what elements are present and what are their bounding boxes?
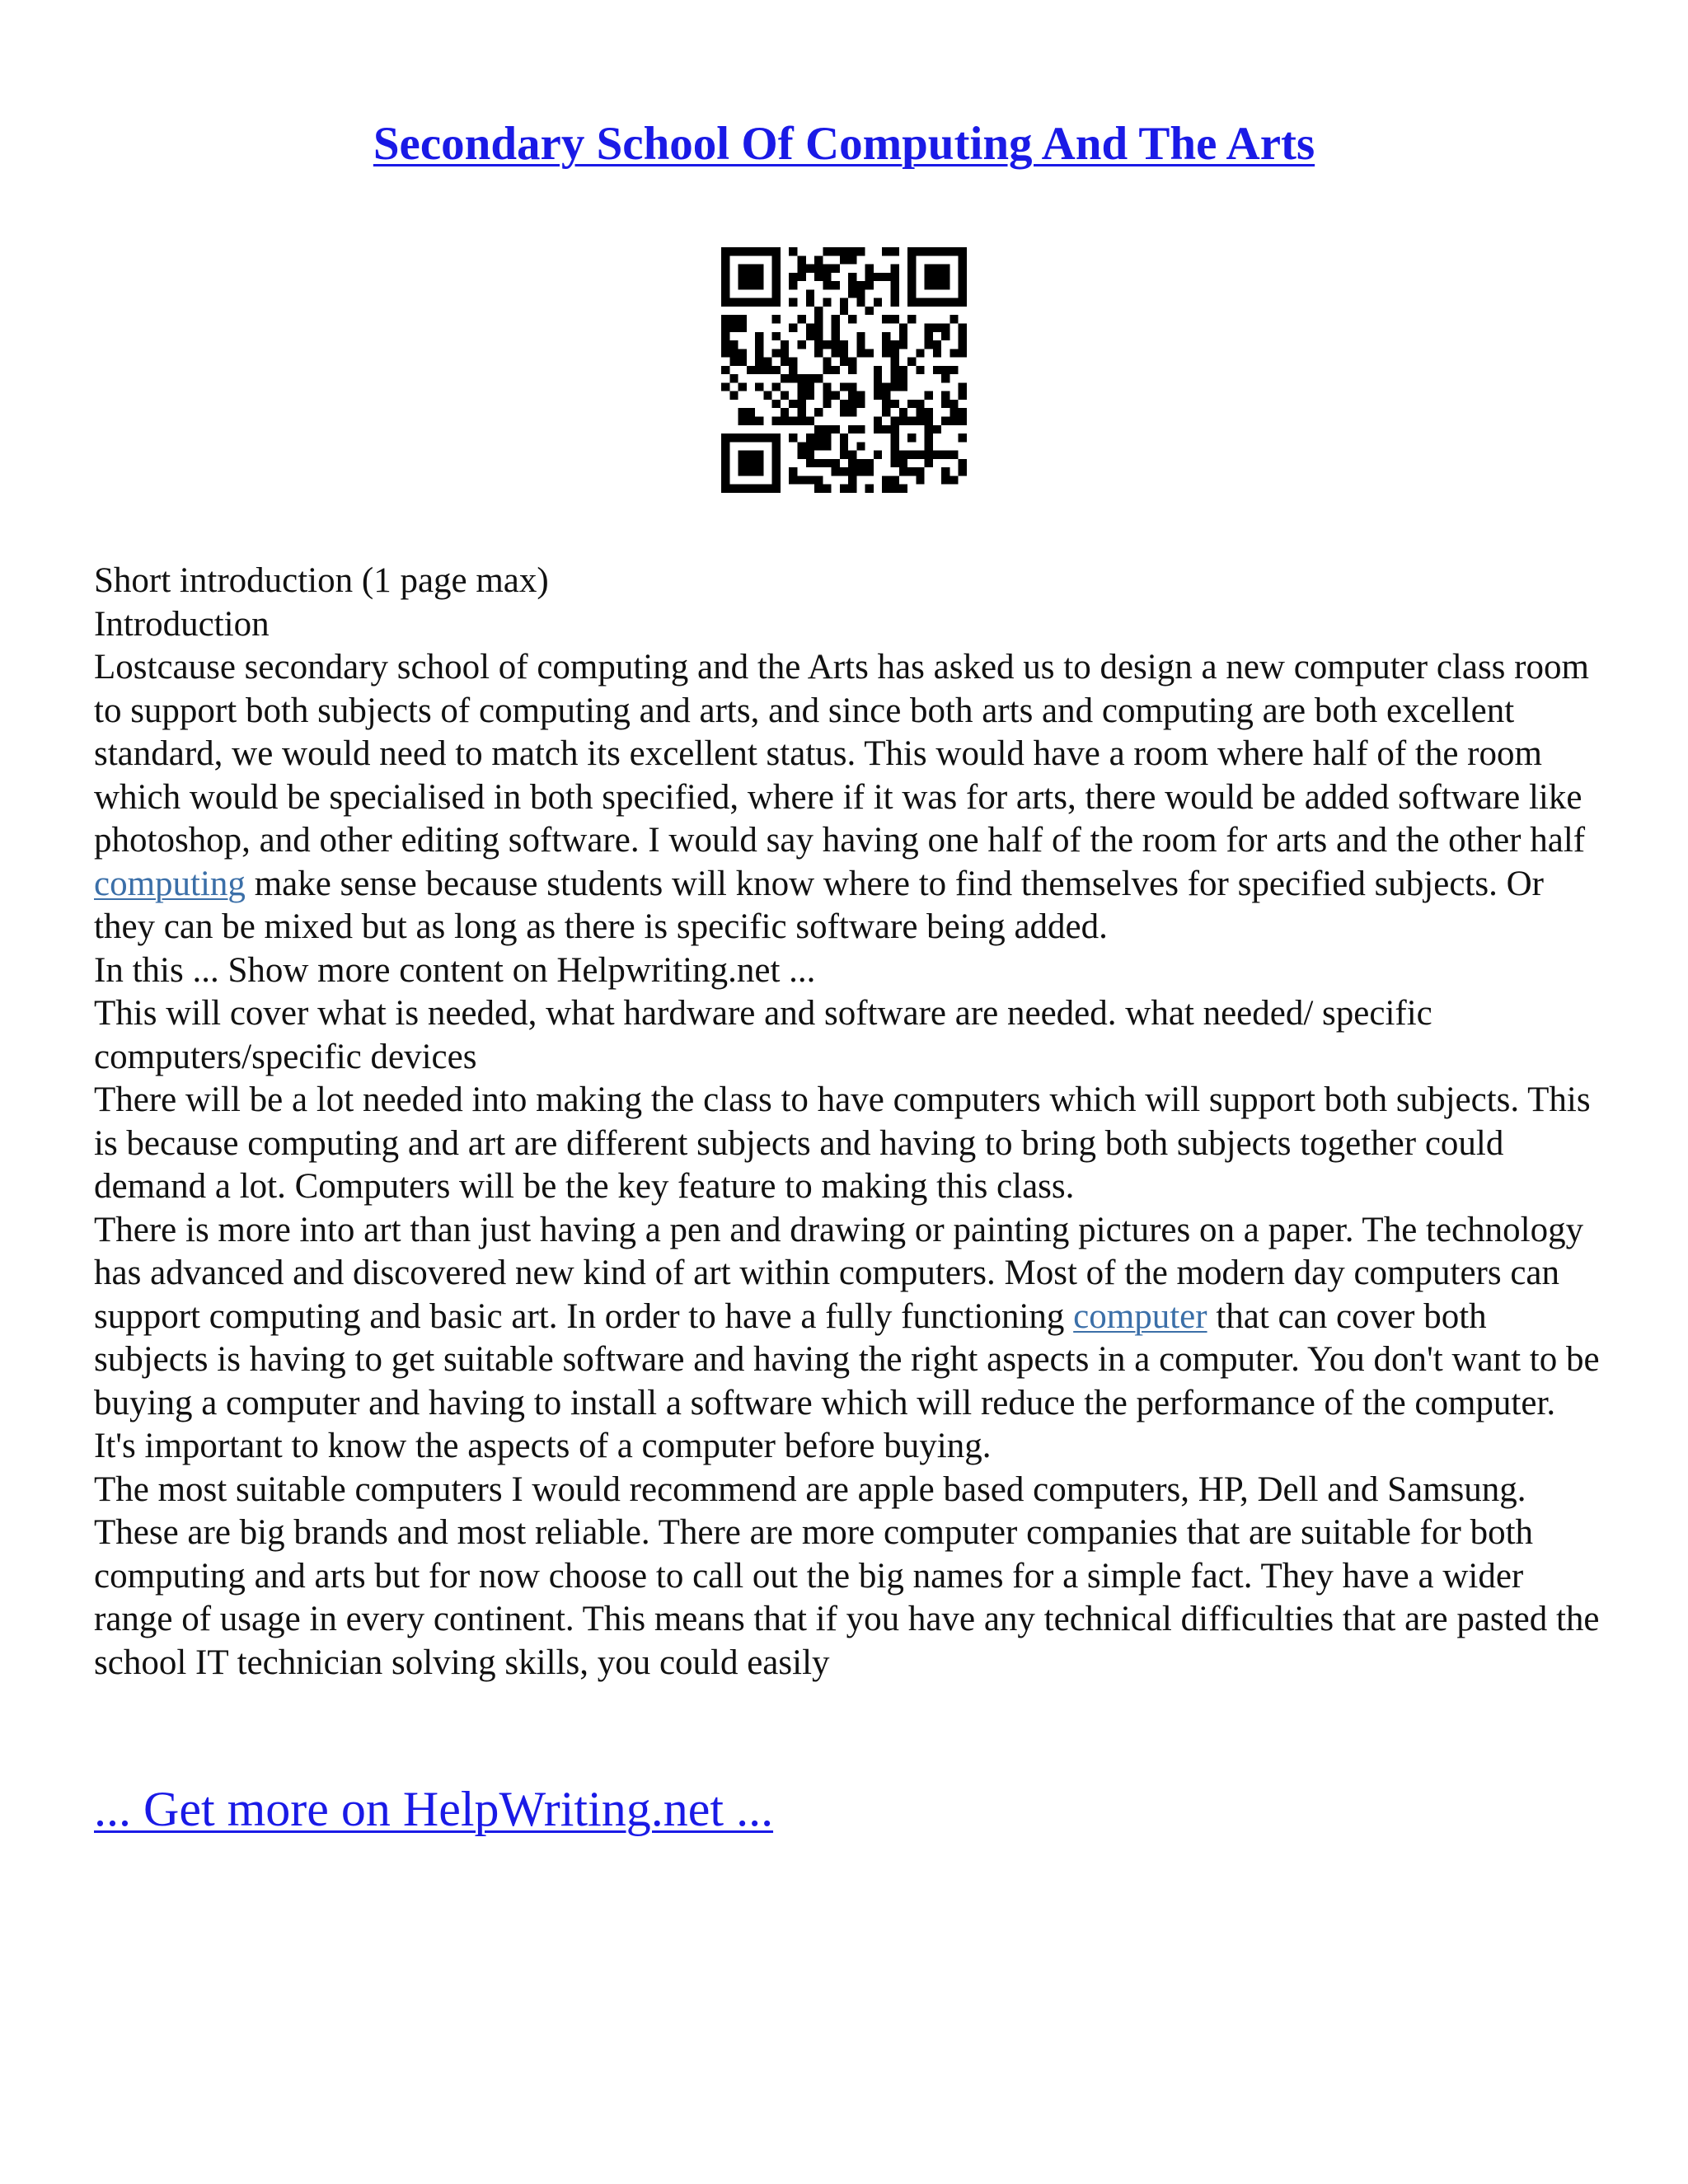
paragraph-intro-text-start: Lostcause secondary school of computing and the Arts has asked us to design a new computer class room to support both subjects of computing and arts, and since both arts and computing are both excellent standard, we would need to match its excellent status. This would have a room where half of the room which would be specialised in both specified, where if it was for arts, there would be added software like photoshop, and other editing software. I would say having one half of the room for arts and the other half	[94, 648, 1589, 860]
paragraph-short-intro: Short introduction (1 page max)	[94, 561, 549, 600]
paragraph-show-more: In this ... Show more content on Helpwriting.net ...	[94, 950, 816, 990]
paragraph-introduction-heading: Introduction	[94, 604, 270, 644]
paragraph-art-text-end: that can cover both subjects is having to get suitable software and having the right aspects in a computer. You don't want to be buying a computer and having to install a software which will reduce the performance of the computer. It's important to know the aspects of a computer before buying.	[94, 1296, 1600, 1465]
qr-code-icon	[721, 247, 967, 493]
qr-code-graphic	[721, 247, 967, 493]
computer-link[interactable]: computer	[1073, 1296, 1207, 1336]
paragraph-intro-body	[94, 646, 1602, 949]
article-body	[94, 560, 1602, 1685]
title-link[interactable]: Secondary School Of Computing And The Arts	[373, 118, 1315, 170]
paragraph-recommendations: The most suitable computers I would recommend are apple based computers, HP, Dell and Samsung. These are big brands and most reliable. There are more computer companies that are suitable for both computing and arts but for now choose to call out the big names for a simple fact. They have a wider range of usage in every continent. This means that if you have any technical difficulties that are pasted the school IT technician solving skills, you could easily	[94, 1469, 1600, 1682]
computing-link[interactable]: computing	[94, 864, 246, 903]
paragraph-coverage: This will cover what is needed, what hardware and software are needed. what needed/ specific computers/specific devices	[94, 994, 1432, 1076]
paragraph-art-text-start: There is more into art than just having a pen and drawing or painting pictures on a paper. The technology has advanced and discovered new kind of art within computers. Most of the modern day computers can support computing and basic art. In order to have a fully functioning	[94, 1210, 1584, 1336]
document-title	[0, 115, 1688, 173]
paragraph-art-technology	[94, 1209, 1602, 1469]
paragraph-needs: There will be a lot needed into making the class to have computers which will support both subjects. This is because computing and art are different subjects and having to bring both subjects together could demand a lot. Computers will be the key feature to making this class.	[94, 1080, 1591, 1206]
get-more-link[interactable]: ... Get more on HelpWriting.net ...	[94, 1782, 774, 1836]
paragraph-intro-text-end: make sense because students will know where to find themselves for specified subjects. Or they can be mixed but as long as there is specific software being added.	[94, 864, 1544, 946]
